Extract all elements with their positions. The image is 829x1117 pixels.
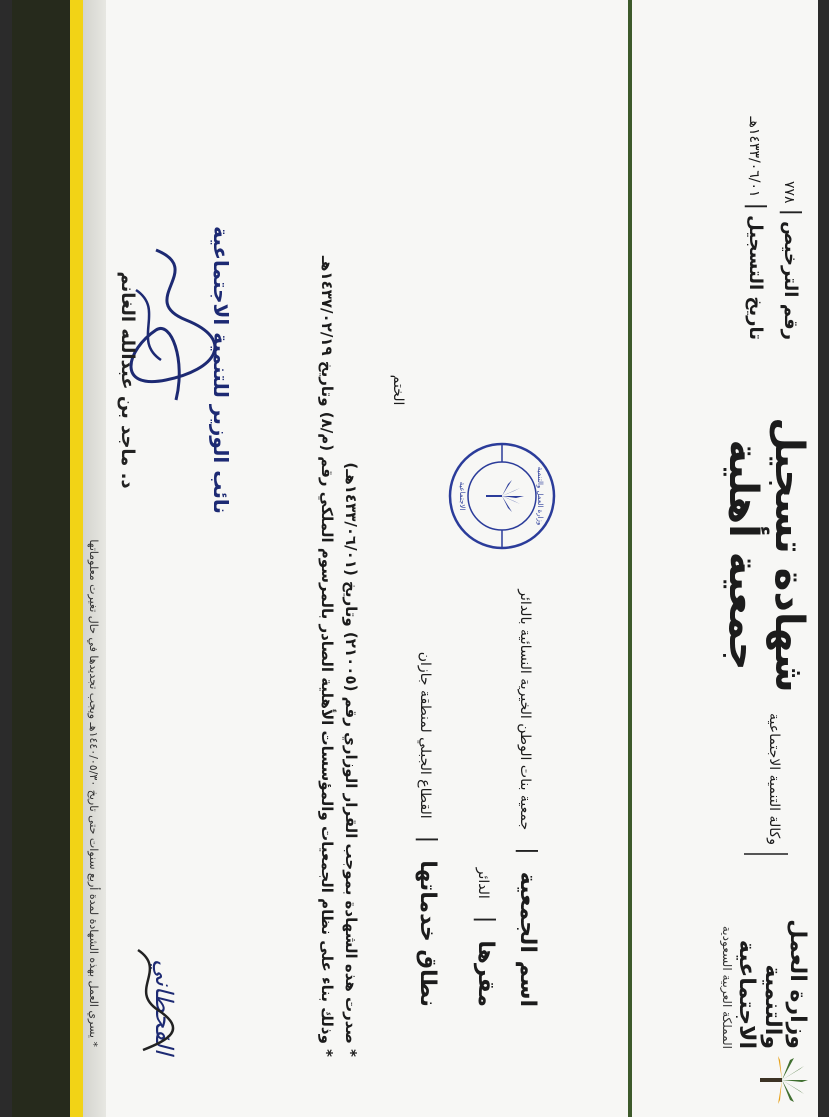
- ministry-palm-icon: [752, 1050, 812, 1110]
- name-separator: |: [515, 847, 540, 855]
- handwritten-mark-icon: [118, 940, 178, 1060]
- license-number-label: رقم الترخيص: [780, 221, 801, 340]
- license-separator: |: [779, 208, 804, 217]
- association-name-value: جمعية بنات الوطن الخيرية النسائية بالدائر: [517, 589, 533, 831]
- stamp-label: الختم: [390, 374, 406, 406]
- license-number-value: ٧٧٨: [781, 180, 797, 204]
- kingdom-name: المملكة العربية السعودية: [720, 925, 735, 1049]
- certificate-title-line1: شهادة تسجيل: [766, 417, 812, 693]
- registration-date-label: تاريخ التسجيل: [745, 215, 766, 340]
- ministry-name-line2: والتنمية الاجتماعية: [734, 939, 785, 1049]
- deputy-name: وكالة التنمية الاجتماعية: [766, 713, 782, 845]
- svg-text:الاجتماعية: الاجتماعية: [458, 481, 466, 511]
- header-separator: [744, 853, 788, 855]
- certificate: [12, 0, 818, 1117]
- registration-date-value: ١٤٣٣/٠٦/٠١هـ: [746, 116, 762, 198]
- service-scope-value: القطاع الجبلي لمنطقة جازان: [417, 651, 433, 819]
- decree-note: * صدرت هذه الشهادة بموجب القرار الوزاري رقم (٢١٠٠٥) وتاريخ (١٤٣٣/٠٦/٠١هـ): [342, 462, 360, 1057]
- validity-footer-text: يسري العمل بهذه الشهادة لمدة أربع سنوات حتى تاريخ ١٤٤٠/٠٥/٣٠هـ ويجب تجديدها في حال تغيرت معلوماتها: [87, 539, 100, 1038]
- signatory-name: د. ماجد بن عبدالله الغانم: [117, 271, 138, 489]
- headquarters-value: الدائر: [475, 867, 491, 899]
- signature-title: نائب الوزير للتنمية الاجتماعية: [209, 226, 233, 514]
- association-name-label: اسم الجمعية: [515, 871, 540, 1007]
- document-page: [12, 0, 818, 1117]
- headquarters-separator: |: [473, 915, 498, 924]
- scope-separator: |: [415, 835, 440, 844]
- law-note-text: وذلك بناء على نظام الجمعيات والمؤسسات الأهلية الصادر بالمرسوم الملكي رقم (م/٨) وتاريخ ١٤٣٧/٠٢/١٩هـ: [318, 255, 336, 1044]
- svg-text:وزارة العمل والتنمية: وزارة العمل والتنمية: [536, 466, 544, 526]
- decree-note-text: صدرت هذه الشهادة بموجب القرار الوزاري رقم (٢١٠٠٥) وتاريخ (١٤٣٣/٠٦/٠١هـ): [342, 462, 360, 1044]
- handwritten-name: القحطاني: [150, 959, 178, 1055]
- validity-footer: * يسري العمل بهذه الشهادة لمدة أربع سنوات حتى تاريخ ١٤٤٠/٠٥/٣٠هـ ويجب تجديدها في حال تغيرت معلوماتها: [87, 539, 100, 1047]
- header-divider-line: [628, 0, 632, 1117]
- date-separator: |: [744, 202, 769, 211]
- service-scope-label: نطاق خدماتها: [415, 860, 440, 1007]
- certificate-title-line2: جمعية أهلية: [720, 439, 766, 671]
- law-note: * وذلك بناء على نظام الجمعيات والمؤسسات الأهلية الصادر بالمرسوم الملكي رقم (م/٨) وتاريخ ١٤٣٧/٠٢/١٩هـ: [318, 255, 336, 1057]
- ministry-name-line1: وزارة العمل: [785, 919, 810, 1049]
- footer-dark-band: [12, 0, 70, 1117]
- ministry-seal-icon: [446, 440, 558, 552]
- headquarters-label: مقرها: [473, 940, 498, 1007]
